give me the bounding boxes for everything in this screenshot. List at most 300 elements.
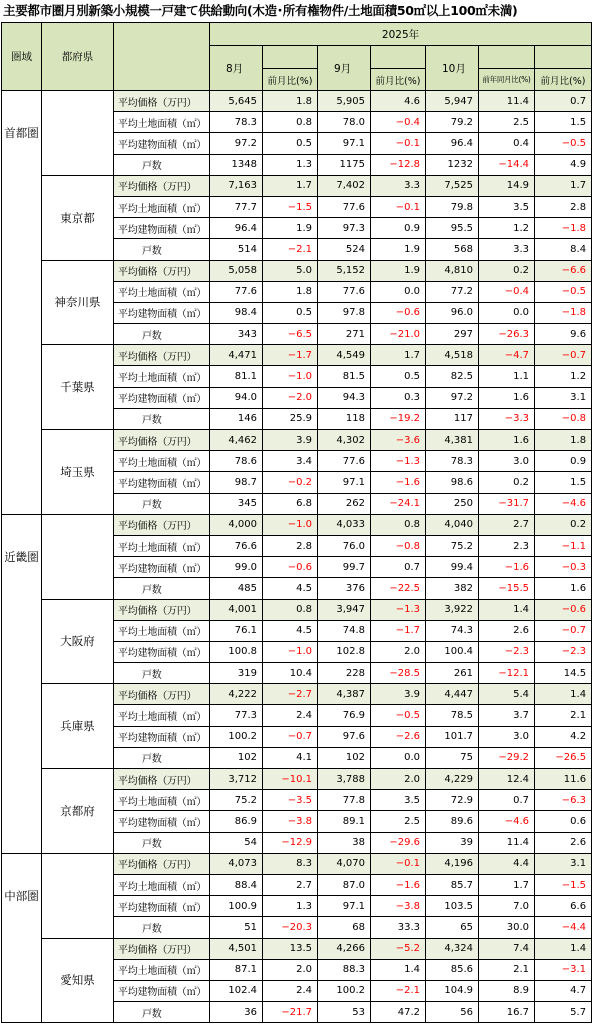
value-cell: 53 [318,1002,371,1023]
value-cell: −4.7 [479,345,535,366]
table-row [2,938,592,959]
value-cell: 1.6 [479,430,535,451]
value-cell: 11.6 [535,769,592,790]
table-body [2,91,592,1023]
col-header-oct: 10月 [426,46,479,91]
value-cell: 100.4 [426,641,479,662]
value-cell: 85.7 [426,874,479,895]
metric-label: 平均価格（万円） [114,599,210,620]
value-cell: 1.8 [263,91,318,112]
value-cell: −3.8 [371,896,426,917]
metric-label: 平均価格（万円） [114,853,210,874]
value-cell: 74.3 [426,620,479,641]
metric-label: 戸数 [114,239,210,260]
value-cell: 5,947 [426,91,479,112]
value-cell: −24.1 [371,493,426,514]
value-cell: 36 [210,1002,263,1023]
value-cell: 81.5 [318,366,371,387]
value-cell: 1.9 [263,218,318,239]
value-cell: 4,000 [210,514,263,535]
metric-label: 平均土地面積（㎡） [114,451,210,472]
value-cell: 103.5 [426,896,479,917]
value-cell: 3.1 [535,387,592,408]
value-cell: −0.1 [371,853,426,874]
value-cell: 3.3 [371,175,426,196]
value-cell: 72.9 [426,790,479,811]
metric-label: 平均建物面積（㎡） [114,387,210,408]
value-cell: 78.0 [318,112,371,133]
value-cell: −3.8 [263,811,318,832]
value-cell: 4,810 [426,260,479,281]
value-cell: −1.3 [371,599,426,620]
region-cell-empty [2,260,42,345]
value-cell: 345 [210,493,263,514]
value-cell: 5.7 [535,1002,592,1023]
value-cell: 1.5 [535,112,592,133]
value-cell: −21.7 [263,1002,318,1023]
metric-label: 平均土地面積（㎡） [114,620,210,641]
metric-label: 戸数 [114,917,210,938]
region-cell-empty [2,430,42,515]
value-cell: 79.8 [426,196,479,217]
table-row [2,345,592,366]
value-cell: 3.5 [371,790,426,811]
value-cell: 86.9 [210,811,263,832]
value-cell: −0.3 [535,557,592,578]
table-row [2,599,592,620]
value-cell: 2.0 [263,959,318,980]
metric-label: 平均価格（万円） [114,260,210,281]
value-cell: 228 [318,663,371,684]
value-cell: −2.3 [479,641,535,662]
prefecture-cell: 兵庫県 [42,684,114,769]
value-cell: 1.4 [535,938,592,959]
value-cell: 76.6 [210,535,263,556]
col-header-aug-mom: 前月比(%) [263,69,318,91]
value-cell: 343 [210,324,263,345]
value-cell: −5.2 [371,938,426,959]
value-cell: −0.8 [371,535,426,556]
value-cell: 485 [210,578,263,599]
value-cell: 104.9 [426,980,479,1001]
value-cell: −3.1 [535,959,592,980]
value-cell: 382 [426,578,479,599]
metric-label: 平均土地面積（㎡） [114,874,210,895]
value-cell: 82.5 [426,366,479,387]
value-cell: 297 [426,324,479,345]
value-cell: −2.3 [535,641,592,662]
region-cell-empty [2,684,42,769]
metric-label: 平均価格（万円） [114,769,210,790]
value-cell: 4,501 [210,938,263,959]
value-cell: 4.4 [479,853,535,874]
value-cell: 47.2 [371,1002,426,1023]
table-row [2,514,592,535]
prefecture-cell: 埼玉県 [42,430,114,515]
value-cell: 13.5 [263,938,318,959]
region-cell-empty [2,345,42,430]
value-cell: −1.5 [535,874,592,895]
value-cell: 78.3 [426,451,479,472]
value-cell: −1.1 [535,535,592,556]
value-cell: −0.5 [535,281,592,302]
col-header-sep-blank [371,46,426,69]
value-cell: −1.6 [371,874,426,895]
value-cell: 4.5 [263,578,318,599]
value-cell: 0.5 [371,366,426,387]
value-cell: 376 [318,578,371,599]
metric-label: 平均価格（万円） [114,514,210,535]
value-cell: 51 [210,917,263,938]
value-cell: 77.6 [318,196,371,217]
value-cell: −0.6 [371,302,426,323]
col-header-sep: 9月 [318,46,371,91]
metric-label: 平均建物面積（㎡） [114,641,210,662]
value-cell: 2.7 [263,874,318,895]
value-cell: 3.0 [479,726,535,747]
value-cell: 4,462 [210,430,263,451]
metric-label: 戸数 [114,1002,210,1023]
value-cell: −1.8 [535,218,592,239]
value-cell: 0.8 [263,112,318,133]
value-cell: 75.2 [426,535,479,556]
value-cell: 0.3 [371,387,426,408]
value-cell: 98.4 [210,302,263,323]
value-cell: −2.0 [263,387,318,408]
value-cell: 4,324 [426,938,479,959]
col-header-oct-mom: 前月比(%) [535,69,592,91]
value-cell: 3.1 [535,853,592,874]
region-cell-empty [2,938,42,1023]
value-cell: 2.8 [535,196,592,217]
value-cell: 8.4 [535,239,592,260]
value-cell: 79.2 [426,112,479,133]
metric-label: 平均価格（万円） [114,345,210,366]
value-cell: 1.3 [263,896,318,917]
value-cell: 16.7 [479,1002,535,1023]
value-cell: −3.5 [263,790,318,811]
value-cell: 0.5 [263,302,318,323]
metric-label: 戸数 [114,408,210,429]
value-cell: 2.4 [263,980,318,1001]
region-cell: 首都圏 [2,91,42,176]
table-row [2,684,592,705]
value-cell: 271 [318,324,371,345]
value-cell: 77.2 [426,281,479,302]
value-cell: 38 [318,832,371,853]
value-cell: 524 [318,239,371,260]
value-cell: 76.9 [318,705,371,726]
value-cell: 76.1 [210,620,263,641]
value-cell: 4,070 [318,853,371,874]
value-cell: −1.0 [263,366,318,387]
value-cell: 0.7 [535,91,592,112]
value-cell: 0.9 [535,451,592,472]
value-cell: 3.4 [263,451,318,472]
value-cell: 1.4 [479,599,535,620]
value-cell: 262 [318,493,371,514]
metric-label: 戸数 [114,832,210,853]
value-cell: −20.3 [263,917,318,938]
metric-label: 平均土地面積（㎡） [114,535,210,556]
value-cell: −3.3 [479,408,535,429]
value-cell: 2.0 [371,769,426,790]
value-cell: 1.9 [371,260,426,281]
metric-label: 平均建物面積（㎡） [114,811,210,832]
value-cell: 2.5 [371,811,426,832]
page-title: 主要都市圏月別新築小規模一戸建て供給動向(木造･所有権物件/土地面積50㎡以上100㎡未満) [3,3,518,18]
metric-label: 平均建物面積（㎡） [114,896,210,917]
value-cell: −1.0 [263,641,318,662]
value-cell: 1.6 [535,578,592,599]
value-cell: 75 [426,747,479,768]
value-cell: 4,381 [426,430,479,451]
value-cell: 6.8 [263,493,318,514]
value-cell: 100.9 [210,896,263,917]
value-cell: −19.2 [371,408,426,429]
value-cell: −0.5 [371,705,426,726]
value-cell: −4.6 [479,811,535,832]
value-cell: −26.5 [535,747,592,768]
region-cell: 中部圏 [2,853,42,938]
value-cell: −0.8 [535,408,592,429]
col-header-oct-yoy: 前年同月比(%) [479,69,535,91]
value-cell: 3,922 [426,599,479,620]
col-header-oct-blank-2 [535,46,592,69]
value-cell: 96.4 [210,218,263,239]
metric-label: 平均建物面積（㎡） [114,726,210,747]
value-cell: 2.6 [535,832,592,853]
value-cell: −0.1 [371,196,426,217]
value-cell: 100.2 [318,980,371,1001]
value-cell: −2.1 [263,239,318,260]
value-cell: −22.5 [371,578,426,599]
region-cell-empty [2,599,42,684]
value-cell: 2.3 [479,535,535,556]
value-cell: −12.8 [371,154,426,175]
prefecture-cell: 千葉県 [42,345,114,430]
prefecture-cell [42,853,114,938]
value-cell: 87.1 [210,959,263,980]
value-cell: 74.8 [318,620,371,641]
value-cell: 1348 [210,154,263,175]
value-cell: 98.6 [426,472,479,493]
value-cell: 54 [210,832,263,853]
metric-label: 平均土地面積（㎡） [114,281,210,302]
value-cell: −0.6 [263,557,318,578]
value-cell: −4.6 [535,493,592,514]
value-cell: 1.1 [479,366,535,387]
value-cell: 4.5 [263,620,318,641]
value-cell: 7,402 [318,175,371,196]
value-cell: −4.4 [535,917,592,938]
metric-label: 平均建物面積（㎡） [114,472,210,493]
value-cell: 0.0 [479,302,535,323]
value-cell: 85.6 [426,959,479,980]
value-cell: −6.6 [535,260,592,281]
value-cell: −6.3 [535,790,592,811]
metric-label: 平均建物面積（㎡） [114,302,210,323]
value-cell: 98.7 [210,472,263,493]
value-cell: −0.6 [535,599,592,620]
value-cell: −1.7 [371,620,426,641]
value-cell: 2.5 [479,112,535,133]
prefecture-cell: 大阪府 [42,599,114,684]
prefecture-cell [42,91,114,176]
value-cell: 1.2 [479,218,535,239]
value-cell: −2.7 [263,684,318,705]
metric-label: 戸数 [114,493,210,514]
value-cell: 5,152 [318,260,371,281]
value-cell: 2.1 [479,959,535,980]
table-row [2,769,592,790]
value-cell: −26.3 [479,324,535,345]
value-cell: −0.1 [371,133,426,154]
col-header-year: 2025年 [210,23,592,46]
value-cell: 77.6 [318,451,371,472]
metric-label: 平均建物面積（㎡） [114,557,210,578]
value-cell: 1.7 [371,345,426,366]
table-row [2,853,592,874]
value-cell: 4,471 [210,345,263,366]
value-cell: 11.4 [479,832,535,853]
value-cell: 0.2 [479,260,535,281]
value-cell: 97.8 [318,302,371,323]
metric-label: 平均土地面積（㎡） [114,112,210,133]
value-cell: 319 [210,663,263,684]
value-cell: −28.5 [371,663,426,684]
value-cell: 95.5 [426,218,479,239]
value-cell: −10.1 [263,769,318,790]
table-row [2,175,592,196]
value-cell: −6.5 [263,324,318,345]
value-cell: 102.4 [210,980,263,1001]
value-cell: 5.0 [263,260,318,281]
value-cell: −29.2 [479,747,535,768]
value-cell: 0.0 [371,747,426,768]
value-cell: 94.0 [210,387,263,408]
value-cell: 39 [426,832,479,853]
metric-label: 平均価格（万円） [114,175,210,196]
metric-label: 戸数 [114,578,210,599]
value-cell: 7.0 [479,896,535,917]
value-cell: 0.4 [479,133,535,154]
value-cell: 4,266 [318,938,371,959]
prefecture-cell: 神奈川県 [42,260,114,345]
value-cell: 33.3 [371,917,426,938]
value-cell: 1.2 [535,366,592,387]
value-cell: 4,040 [426,514,479,535]
value-cell: −1.8 [535,302,592,323]
value-cell: 3.9 [263,430,318,451]
value-cell: 99.4 [426,557,479,578]
value-cell: 81.1 [210,366,263,387]
col-header-oct-blank-1 [479,46,535,69]
metric-label: 平均価格（万円） [114,91,210,112]
value-cell: 4,302 [318,430,371,451]
value-cell: −1.7 [263,345,318,366]
value-cell: 3.9 [371,684,426,705]
value-cell: 250 [426,493,479,514]
metric-label: 戸数 [114,663,210,684]
value-cell: 5,058 [210,260,263,281]
value-cell: −0.7 [535,620,592,641]
prefecture-cell: 東京都 [42,175,114,260]
metric-label: 戸数 [114,324,210,345]
value-cell: 5.4 [479,684,535,705]
region-cell-empty [2,175,42,260]
value-cell: 4,222 [210,684,263,705]
value-cell: 118 [318,408,371,429]
value-cell: 4.7 [535,980,592,1001]
value-cell: 8.3 [263,853,318,874]
value-cell: 5,905 [318,91,371,112]
value-cell: 102 [318,747,371,768]
value-cell: 25.9 [263,408,318,429]
value-cell: 2.6 [479,620,535,641]
value-cell: 11.4 [479,91,535,112]
value-cell: 3,712 [210,769,263,790]
value-cell: 3.3 [479,239,535,260]
metric-label: 平均土地面積（㎡） [114,705,210,726]
value-cell: 2.8 [263,535,318,556]
value-cell: 77.6 [318,281,371,302]
value-cell: 1.4 [371,959,426,980]
table-row [2,91,592,112]
value-cell: 96.4 [426,133,479,154]
value-cell: 2.1 [535,705,592,726]
value-cell: −0.4 [371,112,426,133]
value-cell: 4.2 [535,726,592,747]
value-cell: 0.0 [371,281,426,302]
metric-label: 平均価格（万円） [114,684,210,705]
value-cell: 3,947 [318,599,371,620]
value-cell: −12.1 [479,663,535,684]
value-cell: 1.8 [263,281,318,302]
value-cell: 4,387 [318,684,371,705]
value-cell: 3,788 [318,769,371,790]
value-cell: 0.9 [371,218,426,239]
value-cell: 4.6 [371,91,426,112]
region-cell-empty [2,769,42,854]
col-header-metric [114,23,210,91]
value-cell: 4,073 [210,853,263,874]
value-cell: 76.0 [318,535,371,556]
value-cell: 89.1 [318,811,371,832]
value-cell: 0.7 [479,790,535,811]
value-cell: 4,229 [426,769,479,790]
value-cell: 2.4 [263,705,318,726]
value-cell: 514 [210,239,263,260]
metric-label: 平均建物面積（㎡） [114,133,210,154]
value-cell: 7.4 [479,938,535,959]
value-cell: 3.0 [479,451,535,472]
value-cell: 4,033 [318,514,371,535]
value-cell: 77.6 [210,281,263,302]
value-cell: −2.6 [371,726,426,747]
metric-label: 戸数 [114,154,210,175]
prefecture-cell: 愛知県 [42,938,114,1023]
value-cell: 3.7 [479,705,535,726]
value-cell: 30.0 [479,917,535,938]
value-cell: 117 [426,408,479,429]
value-cell: 1232 [426,154,479,175]
value-cell: −1.6 [479,557,535,578]
value-cell: 4.1 [263,747,318,768]
value-cell: 1.4 [535,684,592,705]
value-cell: 0.8 [263,599,318,620]
value-cell: 0.2 [535,514,592,535]
